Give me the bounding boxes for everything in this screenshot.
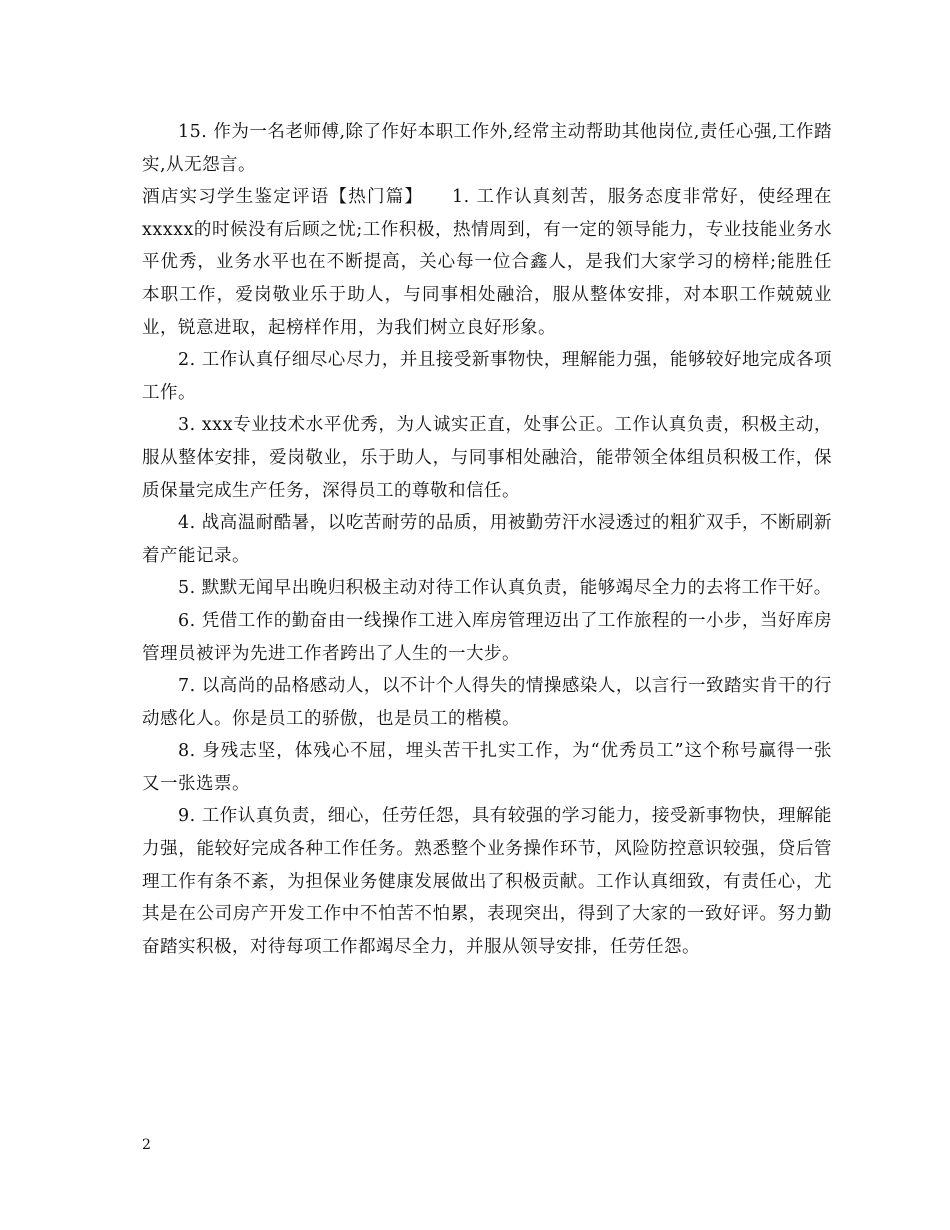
- paragraph-item-8: 8. 身残志坚，体残心不屈，埋头苦干扎实工作，为“优秀员工”这个称号赢得一张又一张选票。: [142, 741, 832, 794]
- paragraph-item-3: 3. xxx专业技术水平优秀，为人诚实正直，处事公正。工作认真负责，积极主动，服从整体安排，爱岗敬业，乐于助人，与同事相处融洽，能带领全体组员积极工作，保质保量完成生产任务，深得员工的尊敬和信任。: [142, 415, 832, 501]
- paragraph-item-2: 2. 工作认真仔细尽心尽力，并且接受新事物快，理解能力强，能够较好地完成各项工作。: [142, 350, 832, 403]
- paragraph-item-4: 4. 战高温耐酷暑，以吃苦耐劳的品质，用被勤劳汗水浸透过的粗犷双手，不断刷新着产能记录。: [142, 513, 832, 566]
- section-heading-paragraph: 酒店实习学生鉴定评语【热门篇】 1. 工作认真刻苦，服务态度非常好，使经理在xxxxx的时候没有后顾之忧;工作积极，热情周到，有一定的领导能力，专业技能业务水平优秀，业务水平也在不断提高，关心每一位合鑫人，是我们大家学习的榜样;能胜任本职工作，爱岗敬业乐于助人，与同事相处融洽，服从整体安排，对本职工作兢兢业业，锐意进取，起榜样作用，为我们树立良好形象。: [142, 187, 832, 338]
- paragraph-item-5: 5. 默默无闻早出晚归积极主动对待工作认真负责，能够竭尽全力的去将工作干好。: [178, 578, 832, 599]
- paragraph-item-9: 9. 工作认真负责，细心，任劳任怨，具有较强的学习能力，接受新事物快，理解能力强，能较好完成各种工作任务。熟悉整个业务操作环节，风险防控意识较强，贷后管理工作有条不紊，为担保业务健康发展做出了积极贡献。工作认真细致，有责任心，尤其是在公司房产开发工作中不怕苦不怕累，表现突出，得到了大家的一致好评。努力勤奋踏实积极，对待每项工作都竭尽全力，并服从领导安排，任劳任怨。: [142, 806, 832, 957]
- paragraph-item-15: 15. 作为一名老师傅,除了作好本职工作外,经常主动帮助其他岗位,责任心强,工作踏实,从无怨言。: [142, 122, 832, 175]
- paragraph-item-7: 7. 以高尚的品格感动人，以不计个人得失的情操感染人，以言行一致踏实肯干的行动感化人。你是员工的骄傲，也是员工的楷模。: [142, 676, 832, 729]
- document-body: [142, 116, 832, 963]
- page-number: 2: [142, 1137, 151, 1153]
- paragraph-item-6: 6. 凭借工作的勤奋由一线操作工进入库房管理迈出了工作旅程的一小步，当好库房管理员被评为先进工作者跨出了人生的一大步。: [142, 610, 832, 664]
